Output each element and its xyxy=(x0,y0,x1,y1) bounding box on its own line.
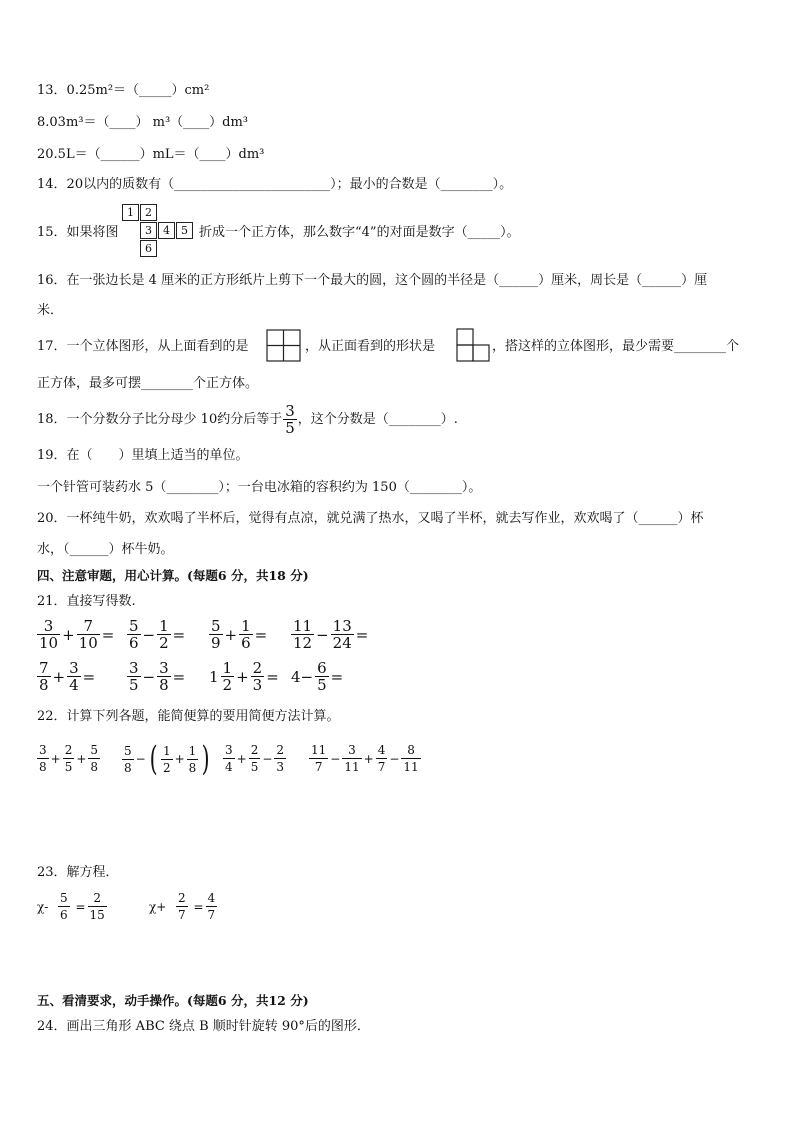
equals: = xyxy=(266,667,279,686)
denominator: 10 xyxy=(39,634,59,652)
operator: + xyxy=(50,751,61,766)
numerator: 2 xyxy=(88,890,107,907)
denominator: 6 xyxy=(129,634,139,652)
numerator: 1 xyxy=(241,617,251,635)
operator: + xyxy=(62,625,75,644)
numerator: 5 xyxy=(59,891,68,905)
operator: − xyxy=(135,752,146,766)
operator: − xyxy=(316,625,329,644)
equals: = xyxy=(172,667,186,686)
denominator: 11 xyxy=(344,760,360,774)
operator: − xyxy=(262,751,273,766)
numerator: 2 xyxy=(177,891,186,905)
denominator: 24 xyxy=(332,634,352,652)
net-cell: 2 xyxy=(140,204,157,221)
q16-line1: 16．在一张边长是 4 厘米的正方形纸片上剪下一个最大的圆，这个圆的半径是（______）厘米，周长是（______）厘 xyxy=(37,273,708,288)
numerator: 11 xyxy=(293,617,313,635)
operator: − xyxy=(330,751,341,766)
q22-title: 22．计算下列各题，能简便算的要用简便方法计算。 xyxy=(37,709,340,724)
denominator: 2 xyxy=(222,676,233,694)
q17-text-c: ，搭这样的立体图形，最少需要________个 xyxy=(492,339,740,354)
net-cell: 5 xyxy=(176,222,193,239)
denominator: 7 xyxy=(177,908,186,922)
q13-line2: 8.03m³＝（____） m³（____）dm³ xyxy=(37,115,249,130)
denominator: 10 xyxy=(78,634,98,652)
denominator: 2 xyxy=(159,634,169,652)
equals: = xyxy=(330,667,344,686)
expr xyxy=(290,618,369,651)
section-4-heading: 四、注意审题，用心计算。(每题6 分，共18 分) xyxy=(37,568,309,583)
numerator: 4 xyxy=(377,743,386,757)
denominator: 7 xyxy=(207,908,216,922)
denominator: 8 xyxy=(39,676,49,694)
net-cell: 3 xyxy=(140,222,157,239)
denominator: 7 xyxy=(377,760,386,774)
numerator: 5 xyxy=(129,617,139,635)
q15-pre: 15．如果将图 xyxy=(37,225,119,240)
equals: = xyxy=(101,625,115,644)
expr xyxy=(36,618,115,651)
numerator: 5 xyxy=(211,617,221,635)
numerator: 5 xyxy=(124,743,132,758)
numerator: 7 xyxy=(39,659,49,677)
denominator: 5 xyxy=(129,676,139,694)
numerator: 8 xyxy=(401,742,420,759)
numerator: 4 xyxy=(207,891,216,905)
q13-line3: 20.5L＝（______）mL＝（____）dm³ xyxy=(37,147,265,162)
numerator: 3 xyxy=(69,659,79,677)
operator: − xyxy=(142,667,156,686)
q17-text-b: ，从正面看到的形状是 xyxy=(305,339,436,354)
denominator: 4 xyxy=(69,676,79,694)
numerator: 3 xyxy=(342,742,361,759)
operator: + xyxy=(174,752,185,766)
numerator: 2 xyxy=(250,743,259,757)
denominator: 12 xyxy=(293,634,313,652)
denominator: 5 xyxy=(317,676,327,694)
expr xyxy=(222,742,287,775)
cube-net-figure xyxy=(122,204,202,258)
q20-line1: 20．一杯纯牛奶，欢欢喝了半杯后，觉得有点凉，就兑满了热水，又喝了半杯，就去写作业，欢欢喝了（______）杯 xyxy=(37,511,704,526)
q17-text-a: 17．一个立体图形，从上面看到的是 xyxy=(37,339,249,354)
numerator: 1 xyxy=(162,743,171,758)
numerator: 3 xyxy=(285,402,295,420)
expr xyxy=(208,660,280,693)
numerator: 11 xyxy=(311,743,327,757)
denominator: 4 xyxy=(225,760,233,774)
numerator: 3 xyxy=(225,743,233,757)
operator: − xyxy=(142,625,156,644)
numerator: 1 xyxy=(222,659,233,677)
net-cell: 1 xyxy=(122,204,139,221)
q13-line1: 13．0.25m²＝（_____）cm² xyxy=(37,83,210,98)
q20-line2: 水，（______）杯牛奶。 xyxy=(37,542,174,557)
left-paren: ( xyxy=(149,739,158,779)
numerator: 13 xyxy=(332,617,352,635)
q15-post: 折成一个正方体，那么数字“4”的对面是数字（_____）。 xyxy=(199,225,520,240)
variable: χ+ xyxy=(149,899,167,914)
whole-number: 1 xyxy=(209,667,219,686)
denominator: 5 xyxy=(250,760,259,774)
fraction xyxy=(283,403,297,436)
denominator: 8 xyxy=(124,760,132,775)
front-view-figure xyxy=(455,327,491,363)
numerator: 3 xyxy=(39,743,47,757)
denominator: 6 xyxy=(241,634,251,652)
denominator: 5 xyxy=(64,760,73,774)
equals: = xyxy=(193,899,204,914)
operator: − xyxy=(389,751,400,766)
operator: + xyxy=(76,751,87,766)
numerator: 2 xyxy=(252,659,263,677)
section-5-heading: 五、看清要求，动手操作。(每题6 分，共12 分) xyxy=(37,993,309,1008)
denominator: 11 xyxy=(403,760,419,774)
right-paren: ) xyxy=(201,739,210,779)
operator: + xyxy=(236,667,249,686)
denominator: 5 xyxy=(285,419,295,437)
numerator: 7 xyxy=(77,618,100,635)
operator: + xyxy=(52,667,66,686)
equals: = xyxy=(172,625,186,644)
q18-text-b: ，这个分数是（________）. xyxy=(297,412,458,427)
numerator: 6 xyxy=(317,659,327,677)
q18-text-a: 18．一个分数分子比分母少 10约分后等于 xyxy=(37,412,283,427)
net-cell: 4 xyxy=(158,222,175,239)
variable: χ- xyxy=(37,899,49,914)
expr xyxy=(308,742,422,775)
operator: + xyxy=(363,751,374,766)
equation xyxy=(148,890,218,923)
q23-title: 23．解方程． xyxy=(37,865,119,880)
denominator: 8 xyxy=(90,760,99,774)
operator: + xyxy=(224,625,238,644)
expr xyxy=(290,660,344,693)
net-cell: 6 xyxy=(140,240,157,257)
numerator: 3 xyxy=(37,618,60,635)
equation xyxy=(36,890,108,923)
q21-title: 21．直接写得数. xyxy=(37,594,136,609)
numerator: 2 xyxy=(276,743,285,757)
expr xyxy=(208,618,268,651)
denominator: 6 xyxy=(59,908,68,922)
expr xyxy=(126,660,186,693)
numerator: 1 xyxy=(159,617,169,635)
operator: + xyxy=(236,751,247,766)
numerator: 5 xyxy=(90,743,99,757)
q14-text: 14．20以内的质数有（________________________）；最小的合数是（________）。 xyxy=(37,177,513,192)
q24-text: 24．画出三角形 ABC 绕点 B 顺时针旋转 90°后的图形． xyxy=(37,1019,370,1034)
numerator: 3 xyxy=(159,659,169,677)
expr xyxy=(126,618,186,651)
denominator: 15 xyxy=(89,908,105,922)
denominator: 9 xyxy=(211,634,221,652)
numerator: 2 xyxy=(64,743,73,757)
equals: = xyxy=(82,667,96,686)
q17-line2: 正方体，最多可摆________个正方体。 xyxy=(37,376,259,391)
denominator: 8 xyxy=(188,760,197,775)
equals: = xyxy=(75,899,86,914)
expr xyxy=(36,660,96,693)
q18-line xyxy=(37,402,458,438)
q19-line1: 19．在（ ）里填上适当的单位。 xyxy=(37,448,249,463)
top-view-figure xyxy=(266,329,302,363)
denominator: 3 xyxy=(252,676,263,694)
q19-line2: 一个针管可装药水 5（________）；一台电冰箱的容积约为 150（________）。 xyxy=(37,480,482,495)
q16-line2: 米． xyxy=(37,303,64,318)
denominator: 8 xyxy=(39,760,47,774)
denominator: 8 xyxy=(159,676,169,694)
prefix: 4− xyxy=(291,667,314,686)
equals: = xyxy=(254,625,268,644)
expr xyxy=(36,742,101,775)
denominator: 7 xyxy=(314,760,323,774)
numerator: 3 xyxy=(129,659,139,677)
denominator: 3 xyxy=(276,760,285,774)
numerator: 1 xyxy=(188,743,197,758)
equals: = xyxy=(355,625,369,644)
denominator: 2 xyxy=(162,760,171,775)
expr xyxy=(121,739,213,779)
